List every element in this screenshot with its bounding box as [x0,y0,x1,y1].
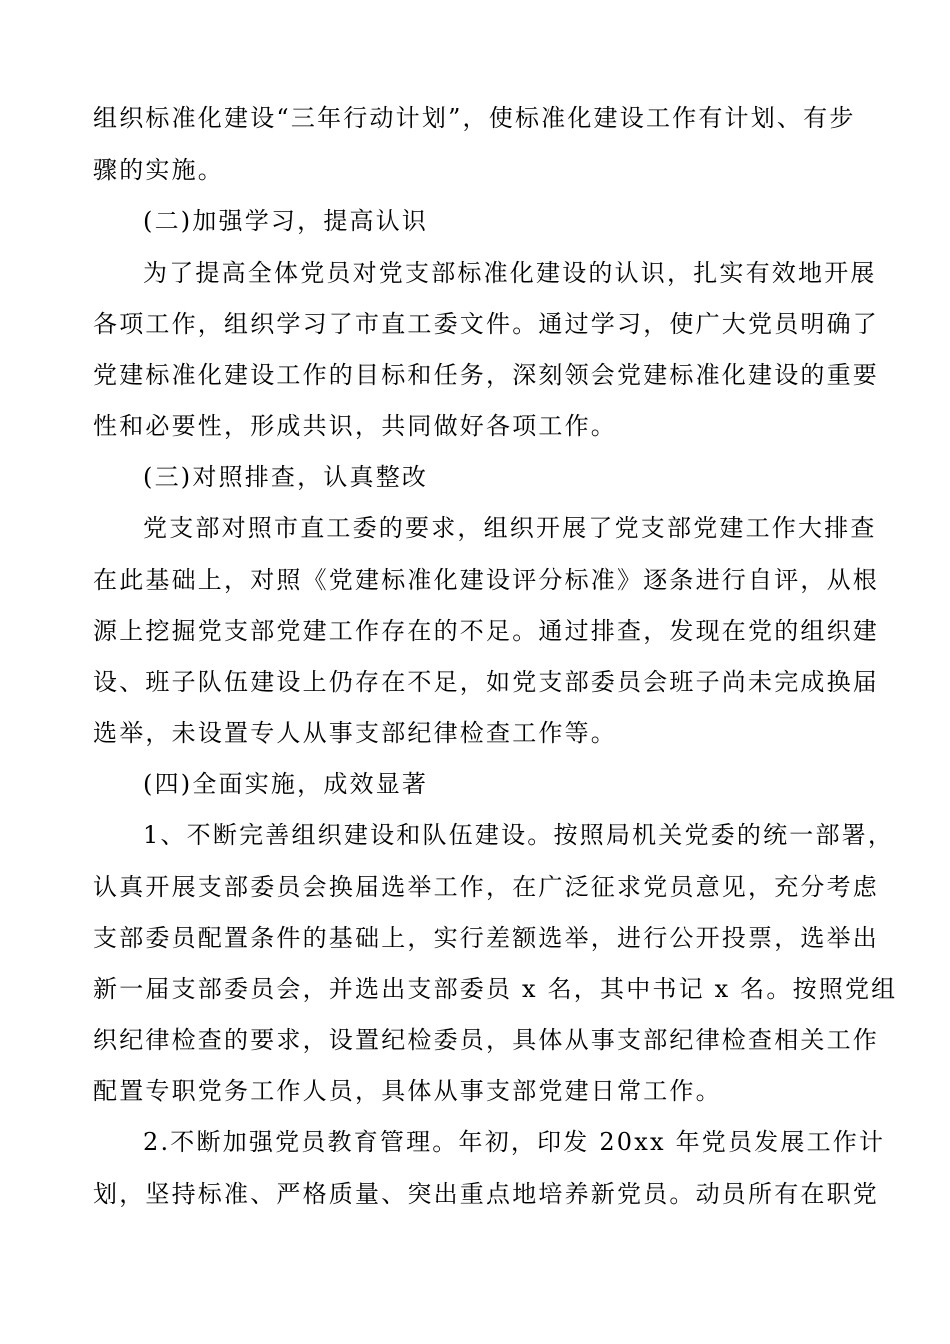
body-text-line: 骤的实施。 [93,156,224,184]
body-text-line: 各项工作，组织学习了市直工委文件。通过学习，使广大党员明确了 [93,310,879,338]
paragraph-first-line: 2.不断加强党员教育管理。年初，印发 20xx 年党员发展工作计 [143,1128,886,1156]
paragraph-first-line: 1、不断完善组织建设和队伍建设。按照局机关党委的统一部署， [143,821,895,849]
section-heading: (三)对照排查，认真整改 [143,463,429,491]
paragraph-first-line: 为了提高全体党员对党支部标准化建设的认识，扎实有效地开展 [143,259,877,287]
body-text-line: 配置专职党务工作人员，具体从事支部党建日常工作。 [93,1077,722,1105]
body-text-line: 在此基础上，对照《党建标准化建设评分标准》逐条进行自评，从根 [93,566,879,594]
body-text-line: 源上挖掘党支部党建工作存在的不足。通过排查，发现在党的组织建 [93,617,879,645]
body-text-line: 织纪律检查的要求，设置纪检委员，具体从事支部纪律检查相关工作 [93,1026,879,1054]
section-heading: (二)加强学习，提高认识 [143,207,429,235]
body-text-line: 设、班子队伍建设上仍存在不足，如党支部委员会班子尚未完成换届 [93,668,879,696]
section-heading: (四)全面实施，成效显著 [143,770,429,798]
body-text-line: 性和必要性，形成共识，共同做好各项工作。 [93,412,617,440]
body-text-line: 选举，未设置专人从事支部纪律检查工作等。 [93,719,617,747]
body-text-line: 组织标准化建设“三年行动计划”，使标准化建设工作有计划、有步 [93,104,856,132]
body-text-line: 党建标准化建设工作的目标和任务，深刻领会党建标准化建设的重要 [93,361,879,389]
paragraph-first-line: 党支部对照市直工委的要求，组织开展了党支部党建工作大排查 [143,514,877,542]
body-text-line: 认真开展支部委员会换届选举工作，在广泛征求党员意见，充分考虑 [93,873,879,901]
body-text-line: 划，坚持标准、严格质量、突出重点地培养新党员。动员所有在职党 [93,1180,879,1208]
body-text-line: 新一届支部委员会，并选出支部委员 x 名，其中书记 x 名。按照党组 [93,975,898,1003]
body-text-line: 支部委员配置条件的基础上，实行差额选举，进行公开投票，选举出 [93,924,879,952]
